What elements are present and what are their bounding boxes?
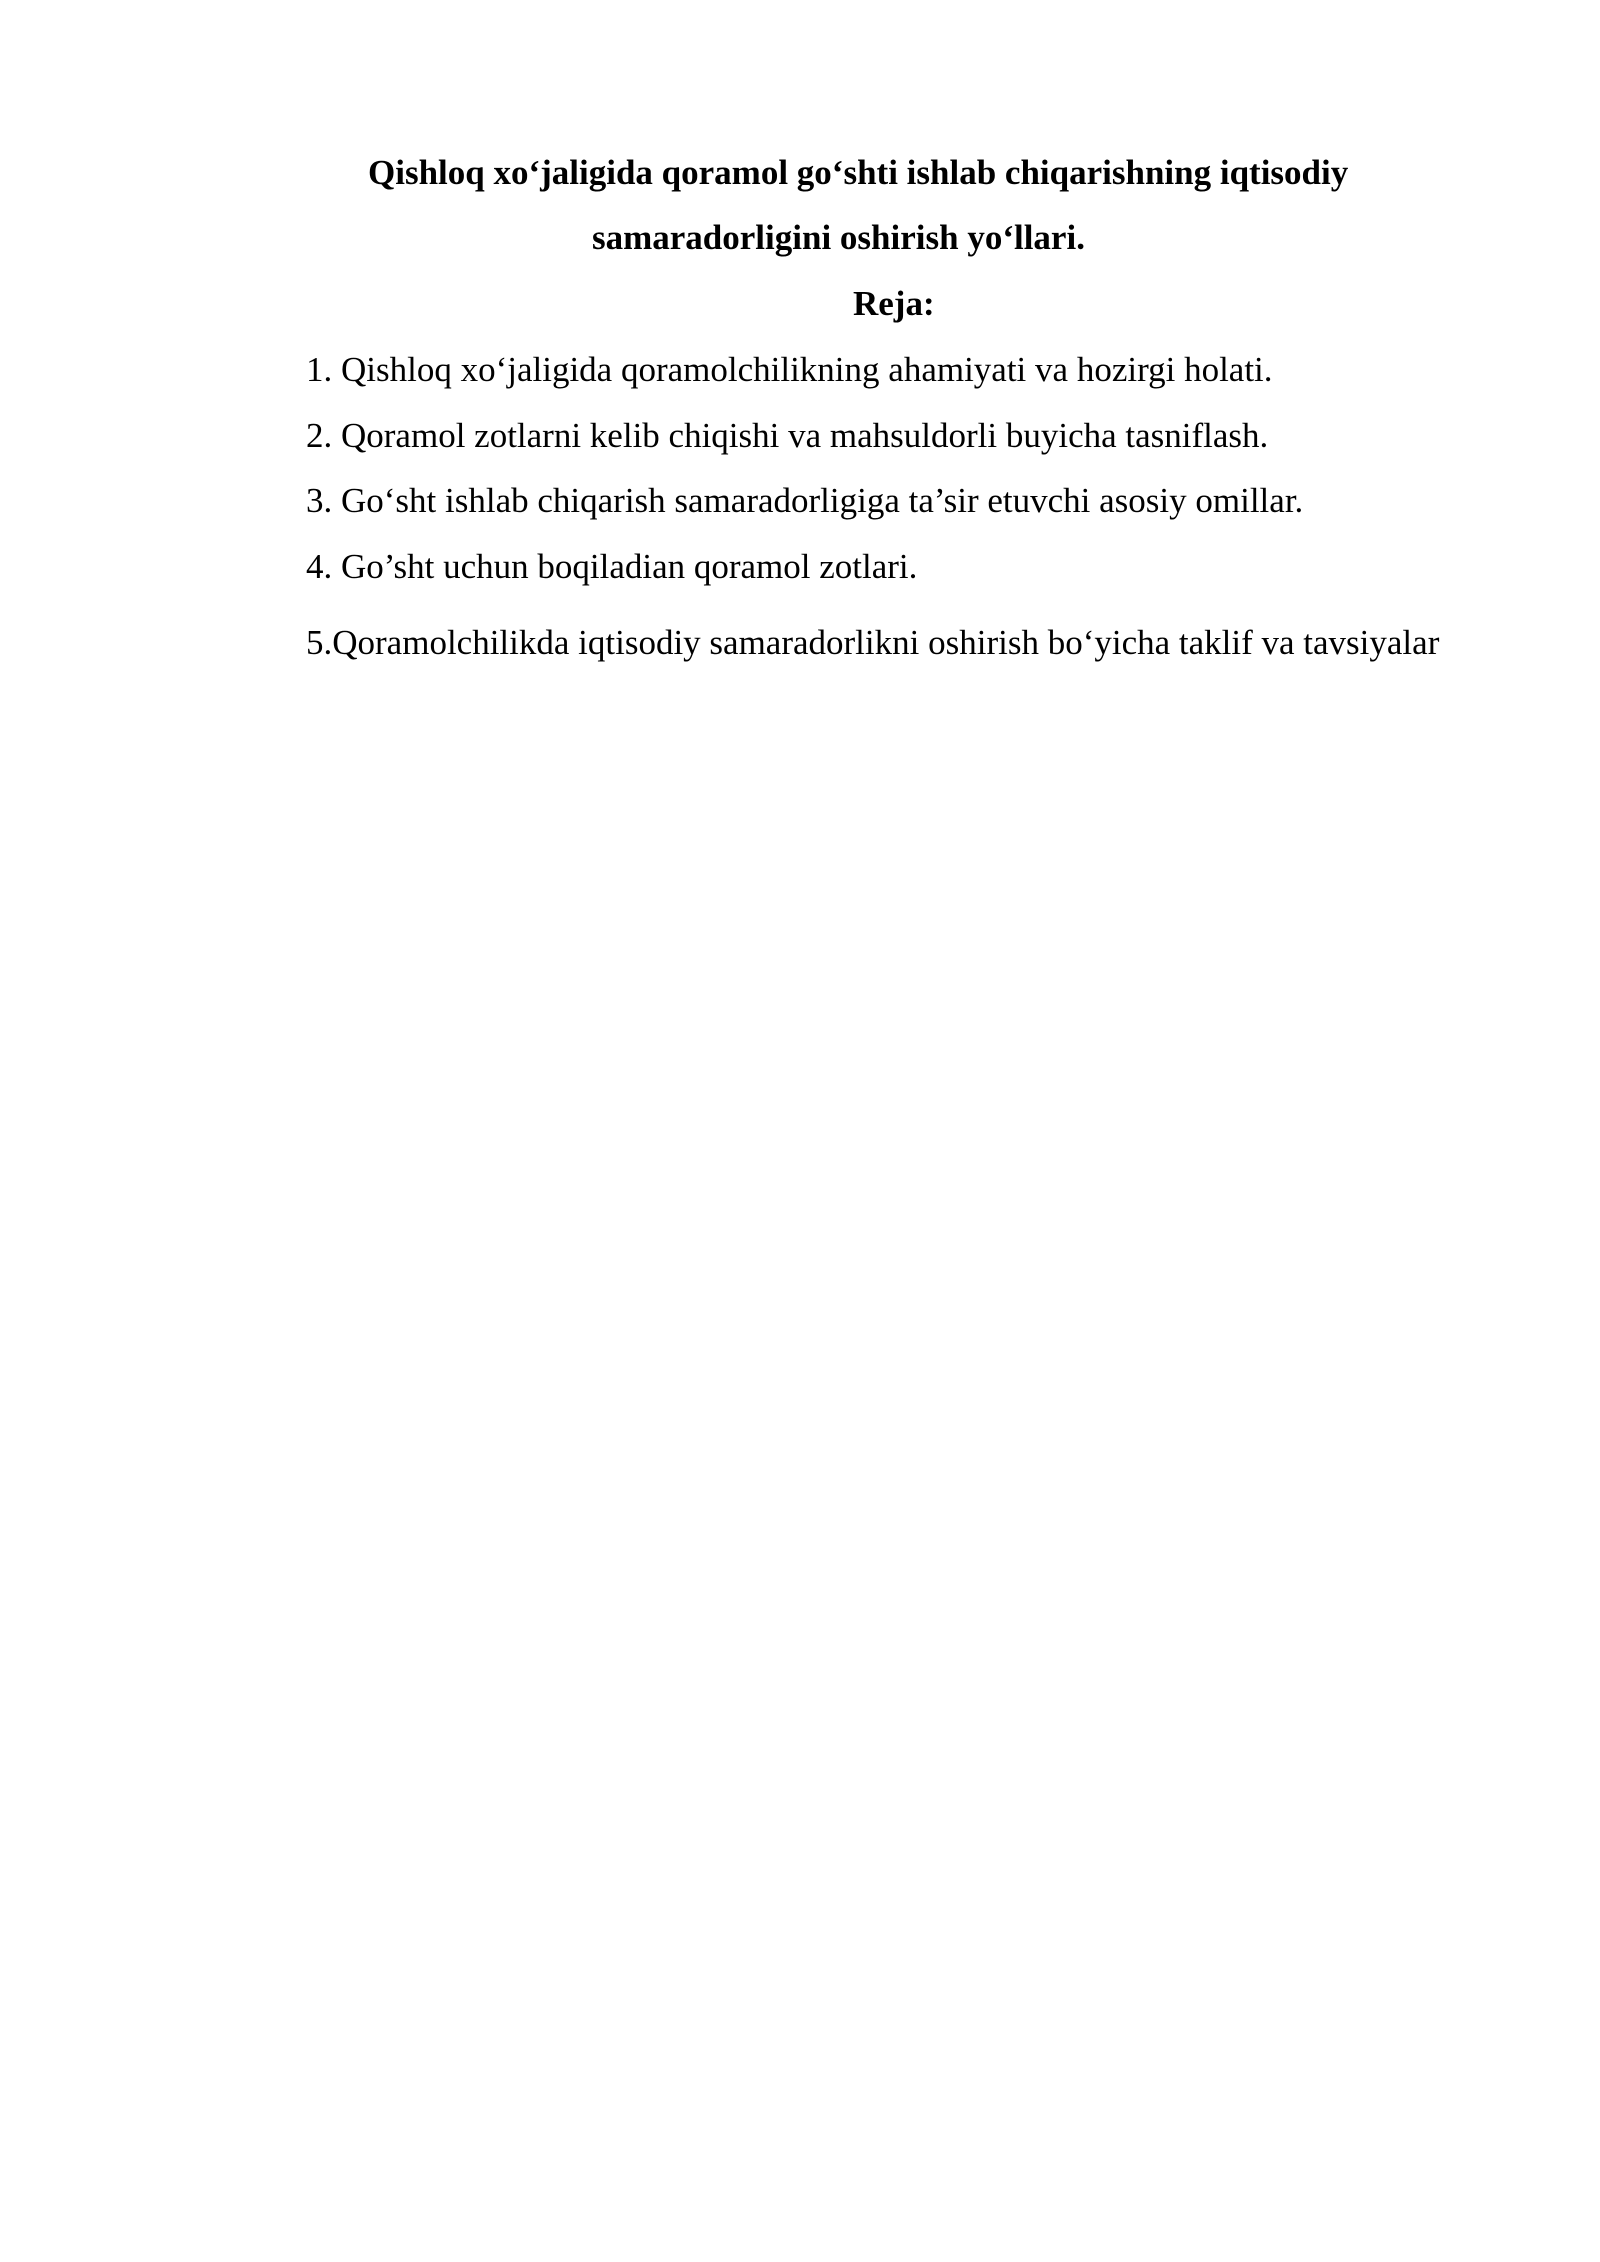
plan-item-4: 4. Go’sht uchun boqiladian qoramol zotlari.: [306, 547, 918, 586]
plan-item-5: 5.Qoramolchilikda iqtisodiy samaradorlikni oshirish bo‘yicha taklif va tavsiyalar: [306, 623, 1440, 662]
plan-item-1: 1. Qishloq xo‘jaligida qoramolchilikning ahamiyati va hozirgi holati.: [306, 350, 1273, 389]
plan-item-2: 2. Qoramol zotlarni kelib chiqishi va mahsuldorli buyicha tasniflash.: [306, 416, 1269, 455]
plan-heading: Reja:: [853, 284, 935, 323]
document-title-line-2: samaradorligini oshirish yo‘llari.: [592, 218, 1085, 257]
document-title-line-1: Qishloq xo‘jaligida qoramol go‘shti ishlab chiqarishning iqtisodiy: [368, 153, 1349, 192]
plan-item-3: 3. Go‘sht ishlab chiqarish samaradorligiga ta’sir etuvchi asosiy omillar.: [306, 481, 1304, 520]
